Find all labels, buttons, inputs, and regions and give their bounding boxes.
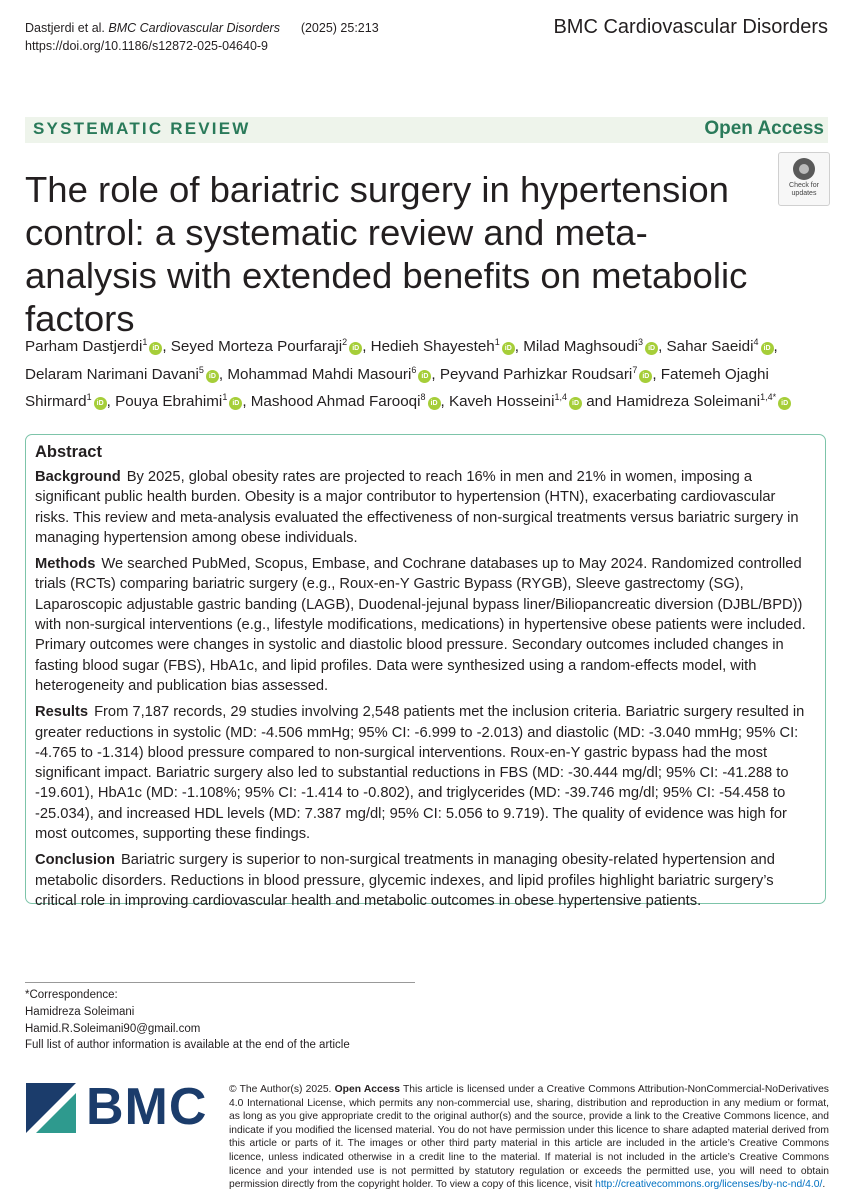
- header-citation: (2025) 25:213: [300, 21, 379, 35]
- author-name[interactable]: Sahar Saeidi: [666, 338, 754, 356]
- author-name[interactable]: Delaram Narimani Davani: [25, 365, 199, 383]
- author-affiliation: 8: [420, 392, 426, 403]
- license-open-access: Open Access: [334, 1084, 400, 1095]
- author-name[interactable]: Parham Dastjerdi: [25, 338, 143, 356]
- author-affiliation: 1: [142, 337, 148, 347]
- orcid-icon[interactable]: iD: [418, 370, 431, 383]
- orcid-icon[interactable]: iD: [149, 342, 162, 355]
- abstract-conclusion: [35, 850, 813, 911]
- author-name[interactable]: Seyed Morteza Pourfaraji: [170, 338, 343, 356]
- correspondence-label: *Correspondence:: [25, 989, 118, 1001]
- copyright: © The Author(s) 2025.: [229, 1084, 332, 1095]
- article-title: The role of bariatric surgery in hypertension control: a systematic review and meta-analysis with extended benefits on metabolic factors: [25, 169, 748, 339]
- journal-name: BMC Cardiovascular Disorders: [553, 16, 828, 38]
- orcid-icon[interactable]: iD: [569, 397, 582, 410]
- author-affiliation: 2: [342, 337, 348, 347]
- section-text: Bariatric surgery is superior to non-surgical treatments in managing obesity-related hypertension and metabolic disorders. Reductions in blood pressure, glycemic indexes, and lipid profiles highlight bariatric surgery’s critical role in improving cardiovascular health and metabolic outcomes in obese hypertensive patients.: [35, 852, 775, 909]
- abstract-box: [25, 434, 826, 909]
- author-name[interactable]: Kaveh Hosseini: [448, 393, 555, 411]
- section-label: Conclusion: [35, 852, 115, 869]
- orcid-icon[interactable]: iD: [206, 370, 219, 383]
- author-name[interactable]: Mashood Ahmad Farooqi: [250, 393, 421, 411]
- abstract-results: [35, 702, 813, 844]
- author-affiliation: 1: [222, 392, 228, 403]
- author-affiliation: 1: [86, 392, 92, 403]
- author-name[interactable]: Fatemeh Ojaghi Shirmard: [25, 365, 769, 411]
- orcid-icon[interactable]: iD: [639, 370, 652, 383]
- orcid-icon[interactable]: iD: [502, 342, 515, 355]
- license-end: .: [822, 1179, 826, 1191]
- authors-and: and: [586, 393, 612, 411]
- bmc-logo-mark-icon: [26, 1083, 76, 1133]
- orcid-icon[interactable]: iD: [349, 342, 362, 355]
- check-updates-line2: updates: [791, 190, 817, 197]
- author-name[interactable]: Mohammad Mahdi Masouri: [227, 365, 412, 383]
- section-text: By 2025, global obesity rates are projected to reach 16% in men and 21% in women, imposing a significant public health burden. Obesity is a major contributor to hypertension (HTN), exacerbating cardiovascular risks. This review and meta-analysis evaluated the effectiveness of non-surgical treatments versus bariatric surgery in managing hypertension among obese individuals.: [35, 469, 799, 546]
- orcid-icon[interactable]: iD: [761, 342, 774, 355]
- author-affiliation: 1,4*: [760, 392, 777, 403]
- crossmark-icon: [793, 158, 815, 180]
- section-text: From 7,187 records, 29 studies involving 2,548 patients met the inclusion criteria. Bariatric surgery resulted in greater reductions in systolic (MD: -4.506 mmHg; 95% CI: -6.999 to -2.013) and diastolic (MD: -3.040 mmHg; 95% CI: -4.765 to -1.314) blood pressure compared to non-surgical interventions. Roux-en-Y gastric bypass had the most significant impact. Bariatric surgery also led to substantial reductions in FBS (MD: -30.444 mg/dl; 95% CI: -41.288 to -19.601), HbA1c (MD: -1.108%; 95% CI: -1.414 to -0.802), and triglycerides (MD: -39.746 mg/dl; 95% CI: -54.458 to -25.034), and increased HDL levels (MD: 7.387 mg/dl; 95% CI: 5.056 to 9.719). The quality of evidence was high for most outcomes, supporting these findings.: [35, 704, 805, 843]
- open-access-label: Open Access: [704, 118, 824, 139]
- orcid-icon[interactable]: iD: [229, 397, 242, 410]
- author-list: Parham Dastjerdi$^1$iD , Seyed Morteza Pourfaraji$^2$iD , Hedieh Shayesteh$^1$iD , Milad Maghsoudi$^3$iD , Sahar Saeidi$^4$iD , Delaram Narimani Davani$^5$iD , Mohammad Mahdi Masouri$^6$iD , Peyvand Parhizkar Roudsari$^7$iD , Fatemeh Ojaghi Shirmard$^1$iD , Pouya Ebrahimi$^1$iD , Mashood Ahmad Farooqi$^8$iD , Kaveh Hosseini$^{1,4}$iD and Hamidreza Soleimani$^{1,4*}$iD: [25, 331, 825, 414]
- header-authors: Dastjerdi et al.: [25, 21, 105, 35]
- article-type-band: [25, 117, 828, 143]
- author-affiliation: 3: [638, 337, 644, 347]
- author-name[interactable]: Hedieh Shayesteh: [370, 338, 495, 356]
- abstract-heading: Abstract: [35, 443, 102, 461]
- correspondence: [25, 987, 200, 1038]
- orcid-icon[interactable]: iD: [778, 397, 791, 410]
- header-journal: BMC Cardiovascular Disorders: [108, 21, 280, 35]
- author-affiliation: 5: [198, 364, 204, 375]
- correspondence-email[interactable]: Hamid.R.Soleimani90@gmail.com: [25, 1023, 201, 1035]
- license-body: This article is licensed under a Creative Commons Attribution-NonCommercial-NoDerivatives 4.0 International License, which permits any non-commercial use, sharing, distribution and reproduction in any medium or format, as long as you give appropriate credit to the original author(s) and the source, provide a link to the Creative Commons licence, and indicate if you modified the licensed material. You do not have permission under this licence to share adapted material derived from this article or parts of it. The images or other third party material in this article are included in the article’s Creative Commons licence, unless indicated otherwise in a credit line to the material. If material is not included in the article’s Creative Commons licence and your intended use is not permitted by statutory regulation or exceeds the permitted use, you will need to obtain permission directly from the copyright holder. To view a copy of this licence, visit: [229, 1084, 829, 1191]
- author-affiliation: 7: [632, 364, 638, 375]
- author-name[interactable]: Pouya Ebrahimi: [115, 393, 223, 411]
- section-label: Background: [35, 469, 121, 485]
- author-affiliation: 1,4: [554, 392, 567, 403]
- author-affiliation: 1: [494, 337, 500, 347]
- header-doi[interactable]: https://doi.org/10.1186/s12872-025-04640-9: [25, 39, 269, 53]
- orcid-icon[interactable]: iD: [94, 397, 107, 410]
- author-name[interactable]: Milad Maghsoudi: [523, 338, 639, 356]
- author-name[interactable]: Hamidreza Soleimani: [615, 393, 761, 411]
- correspondence-name: Hamidreza Soleimani: [25, 1006, 135, 1018]
- abstract-background: [35, 467, 813, 548]
- abstract-methods: [35, 554, 813, 696]
- article-type: SYSTEMATIC REVIEW: [33, 119, 251, 138]
- license-text: [229, 1083, 829, 1192]
- orcid-icon[interactable]: iD: [645, 342, 658, 355]
- section-text: We searched PubMed, Scopus, Embase, and Cochrane databases up to May 2024. Randomized controlled trials (RCTs) comparing bariatric surgery (e.g., Roux-en-Y Gastric Bypass (RYGB), Sleeve gastrectomy (SG), Laparoscopic adjustable gastric banding (LAGB), Duodenal-jejunal bypass liner/Biliopancreatic diversion (DJBL/BPD)) with non-surgical interventions (e.g., lifestyle modifications, medications) in hypertensive obese patients were included. Primary outcomes were changes in systolic and diastolic blood pressure. Secondary outcomes included changes in fasting blood sugar (FBS), HbA1c, and lipid profiles. Data were synthesized using a random-effects model, with heterogeneity and publication bias assessed.: [35, 556, 806, 694]
- orcid-icon[interactable]: iD: [428, 397, 441, 410]
- check-for-updates-button[interactable]: [778, 152, 830, 206]
- section-label: Methods: [35, 556, 96, 573]
- author-name[interactable]: Peyvand Parhizkar Roudsari: [439, 365, 633, 383]
- footnote-divider: [25, 982, 415, 983]
- section-label: Results: [35, 704, 89, 721]
- author-info-note: Full list of author information is available at the end of the article: [25, 1039, 350, 1051]
- check-updates-line1: Check for: [789, 182, 819, 189]
- running-header: [25, 19, 379, 55]
- license-link[interactable]: http://creativecommons.org/licenses/by-nc-nd/4.0/: [595, 1179, 823, 1191]
- author-affiliation: 4: [753, 337, 759, 347]
- author-affiliation: 6: [411, 364, 417, 375]
- bmc-logo-text: BMC: [86, 1078, 208, 1136]
